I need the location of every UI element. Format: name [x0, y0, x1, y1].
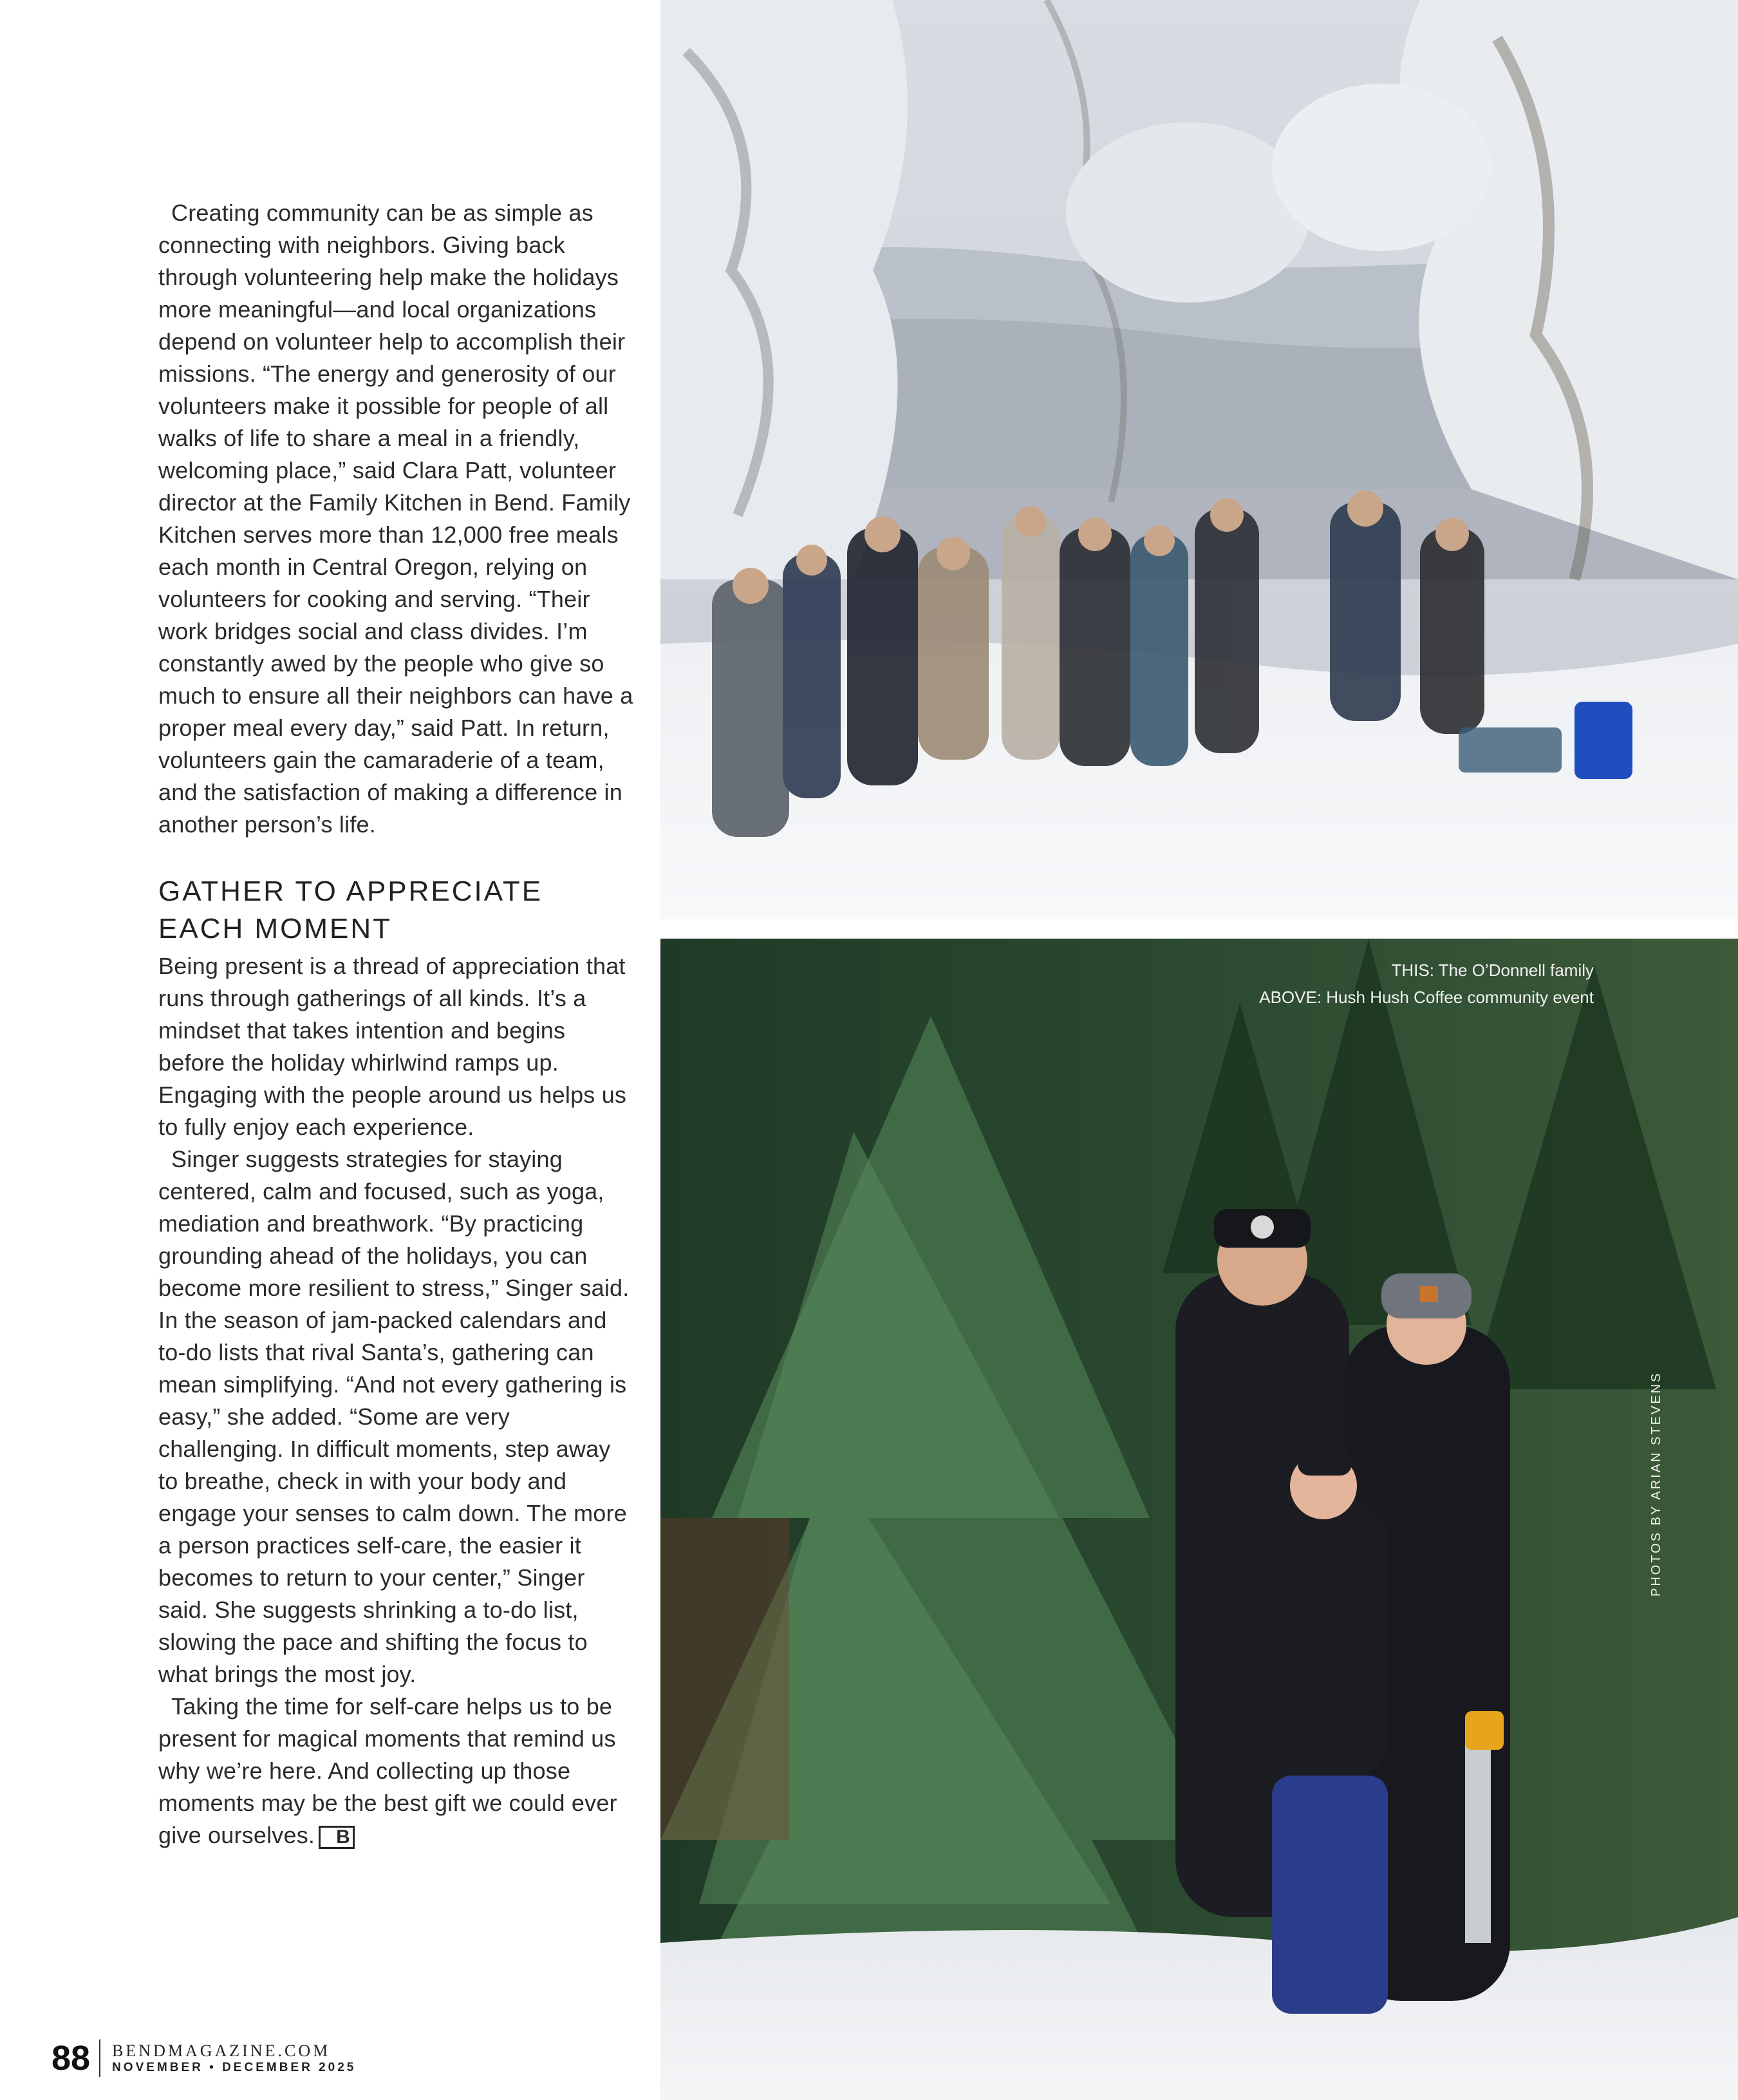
page-number: 88 [51, 2039, 91, 2077]
caption-above: ABOVE: Hush Hush Coffee community event [1259, 988, 1594, 1007]
magazine-site: BENDMAGAZINE.COM [112, 2041, 331, 2060]
article-paragraph-4 [158, 1691, 635, 1852]
caption-this: THIS: The O’Donnell family [1391, 961, 1594, 980]
footer-divider [99, 2039, 100, 2077]
article-paragraph-4-text: Taking the time for self-care helps us to be present for magical moments that remind us why we’re here. And collecting up those moments may be the best gift we could ever give ourselves. [158, 1693, 617, 1848]
article-column [158, 197, 635, 1852]
end-mark-logo: B [319, 1826, 355, 1849]
footer-info [112, 2041, 356, 2075]
issue-date: NOVEMBER • DECEMBER 2025 [112, 2061, 357, 2074]
article-paragraph-2: Being present is a thread of appreciation that runs through gatherings of all kinds. It’s a mindset that takes intention and begins before the holiday whirlwind ramps up. Engaging with the people around us helps us to fully enjoy each experience. [158, 953, 627, 1140]
photo-community-gathering-image [660, 0, 1738, 919]
photo-credit: PHOTOS BY ARIAN STEVENS [1649, 1371, 1663, 1597]
article-paragraph-3: Singer suggests strategies for staying centered, calm and focused, such as yoga, mediation and breathwork. “By practicing grounding ahead of the holidays, you can become more resilient to stress,” Singer said. In the season of jam-packed calendars and to-do lists that rival Santa’s, gathering can mean simplifying. “And not every gathering is easy,” she added. “Some are very challenging. In difficult moments, step away to breathe, check in with your body and engage your senses to calm down. The more a person practices self-care, the easier it becomes to return to your center,” Singer said. She suggests shrinking a to-do list, slowing the pace and shifting the focus to what brings the most joy. [158, 1146, 630, 1687]
section-heading: GATHER TO APPRECIATE EACH MOMENT [158, 876, 543, 944]
photo-captions [1259, 958, 1594, 1012]
photo-family [660, 939, 1738, 2100]
photo-family-image [660, 939, 1738, 2100]
photo-community-gathering [660, 0, 1738, 919]
page-footer [51, 2036, 356, 2081]
article-paragraph-1: Creating community can be as simple as connecting with neighbors. Giving back through volunteering help make the holidays more meaningful—and local organizations depend on volunteer help to accomplish their missions. “The energy and generosity of our volunteers make it possible for people of all walks of life to share a meal in a friendly, welcoming place,” said Clara Patt, volunteer director at the Family Kitchen in Bend. Family Kitchen serves more than 12,000 free meals each month in Central Oregon, relying on volunteers for cooking and serving. “Their work bridges social and class divides. I’m constantly awed by the people who give so much to ensure all their neighbors can have a proper meal every day,” said Patt. In return, volunteers gain the camaraderie of a team, and the satisfaction of making a difference in another person’s life. [158, 200, 633, 838]
